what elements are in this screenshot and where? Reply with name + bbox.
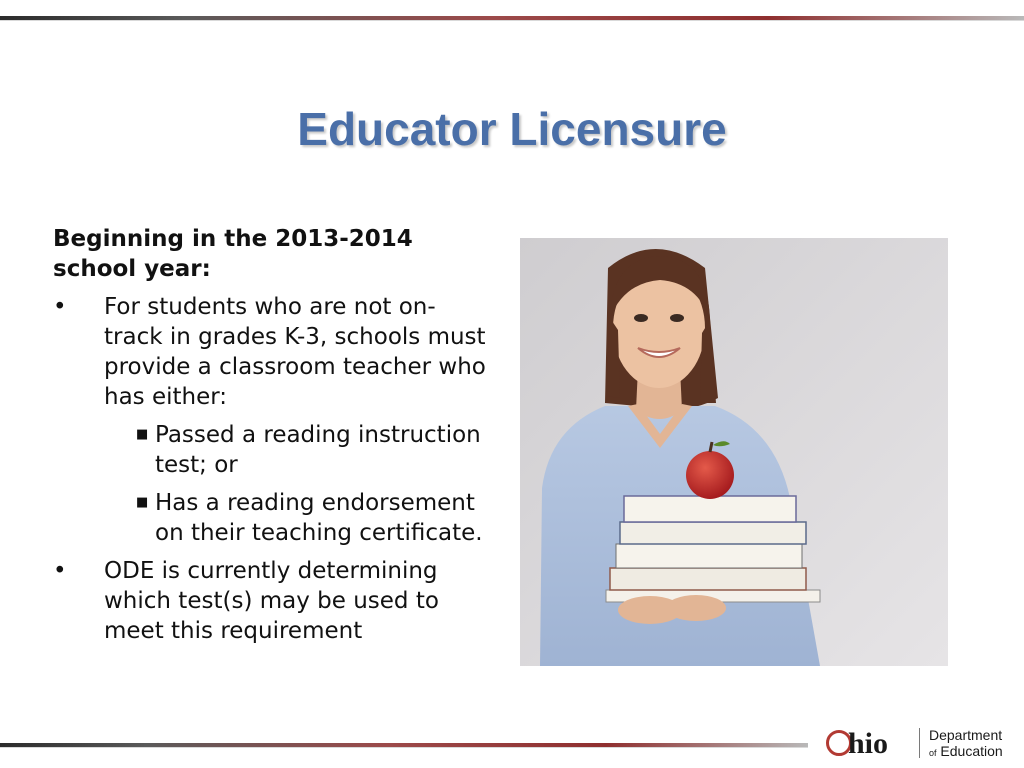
sub-bullet-item [136, 420, 493, 480]
logo-line2 [929, 743, 1003, 761]
bullet-text: ODE is currently determining which test(s) may be used to meet this requirement [104, 558, 439, 644]
sub-bullet-item [136, 488, 493, 548]
bullet-list [53, 292, 493, 646]
square-bullet-icon: ■ [136, 495, 149, 510]
top-rule [0, 16, 1024, 21]
slide-title: Educator Licensure [297, 103, 727, 155]
slide-body [53, 224, 493, 654]
bullet-dot-icon: • [53, 294, 67, 320]
teacher-photo [520, 238, 948, 666]
logo-education: Education [940, 743, 1003, 759]
logo-of: of [929, 748, 937, 758]
sub-bullet-list [104, 420, 493, 548]
sub-bullet-text: Has a reading endorsement on their teaching certificate. [155, 490, 483, 546]
ohio-department-of-education-logo [826, 724, 1018, 764]
bottom-rule [0, 743, 808, 748]
lead-text: Beginning in the 2013-2014 school year: [53, 226, 413, 282]
logo-divider [919, 728, 920, 758]
logo-line1: Department [929, 727, 1003, 743]
bullet-dot-icon: • [53, 558, 67, 584]
bullet-text: For students who are not on-track in grades K-3, schools must provide a classroom teacher who has either: [104, 294, 486, 410]
teacher-illustration [520, 238, 948, 666]
bullet-item [53, 556, 493, 646]
square-bullet-icon: ■ [136, 427, 149, 442]
logo-wordmark: hio [848, 727, 889, 760]
sub-bullet-text: Passed a reading instruction test; or [155, 422, 481, 478]
bullet-item [53, 292, 493, 548]
